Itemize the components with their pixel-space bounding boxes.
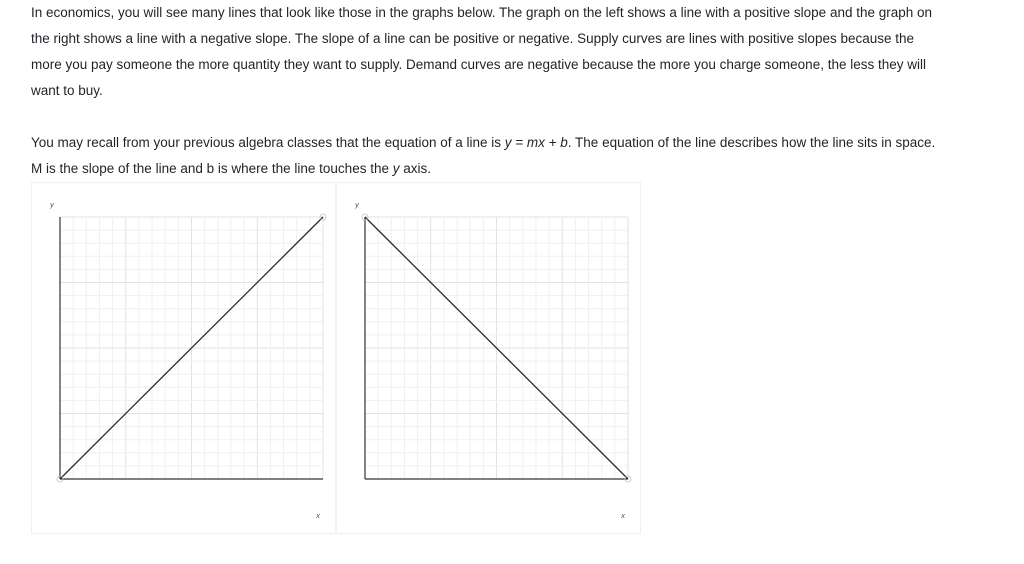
positive-slope-chart <box>32 183 337 535</box>
intro-line-2: the right shows a line with a negative slope. The slope of a line can be positive or negative. Supply curves are lines with positive slopes because the <box>31 31 915 46</box>
negative-slope-chart <box>337 183 642 535</box>
y-axis-word: y <box>392 161 400 176</box>
intro-line-4: want to buy. <box>31 83 103 98</box>
equation-paragraph <box>31 130 996 182</box>
intro-paragraph <box>31 0 996 104</box>
x-axis-label: x <box>621 512 626 520</box>
x-axis-label: x <box>316 512 321 520</box>
slope-text-after: axis. <box>399 161 431 176</box>
equation-text-before: You may recall from your previous algebra classes that the equation of a line is <box>31 135 505 150</box>
line-equation: y = mx + b <box>504 135 568 150</box>
equation-line-2 <box>31 156 996 182</box>
equation-line-1 <box>31 130 996 156</box>
y-axis-label: y <box>355 201 360 209</box>
intro-line-1: In economics, you will see many lines that look like those in the graphs below. The graph on the left shows a line with a positive slope and the graph on <box>31 5 933 20</box>
negative-slope-graph <box>336 182 641 534</box>
equation-text-after: . The equation of the line describes how the line sits in space. <box>567 135 936 150</box>
intro-line-3: more you pay someone the more quantity they want to supply. Demand curves are negative because the more you charge someone, the less they will <box>31 57 926 72</box>
positive-slope-graph <box>31 182 336 534</box>
slope-text-before: M is the slope of the line and b is where the line touches the <box>31 161 393 176</box>
y-axis-label: y <box>50 201 55 209</box>
